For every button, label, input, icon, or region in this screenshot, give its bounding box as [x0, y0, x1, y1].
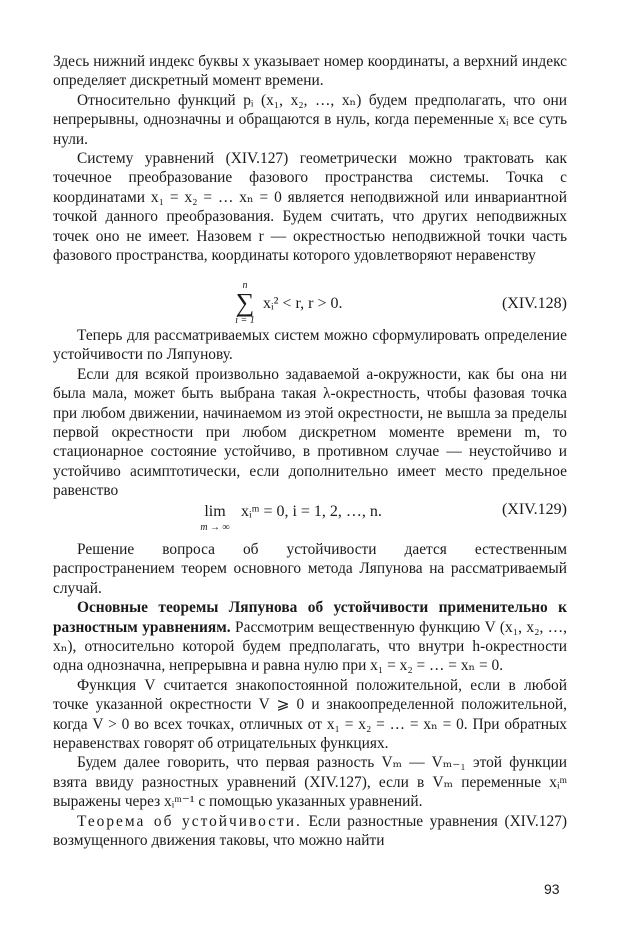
page-number: 93 — [544, 881, 560, 897]
paragraph-main-theorems — [53, 598, 567, 676]
sum-lower-limit: i = 1 — [235, 315, 255, 326]
eq129-expression: xᵢᵐ = 0, i = 1, 2, …, n. — [241, 503, 382, 520]
eq128-number: (XIV.128) — [501, 295, 567, 312]
paragraph-functions-p: Относительно функций pᵢ (x₁, x₂, …, xₙ) будем предполагать, что они непрерывны, однозначны и обращаются в нуль, когда переменные xᵢ все суть нули. — [53, 91, 567, 148]
text-block-top — [53, 52, 567, 265]
sigma-icon: ∑ — [235, 288, 255, 317]
paragraph-solution: Решение вопроса об устойчивости дается естественным распространением теорем основного метода Ляпунова на рассматриваемый случай. — [53, 541, 567, 597]
section-heading: Основные теоремы Ляпунова об устойчивости применительно к разностным уравнениям. — [53, 599, 567, 636]
summation-symbol — [233, 280, 257, 326]
paragraph-point-transform: Систему уравнений (XIV.127) геометрически можно трактовать как точечное преобразование фазового пространства системы. Точка с координатами x₁ = x₂ = … xₙ = 0 является неподвижной или инвариантной точкой данного преобразования. Будем считать, что других неподвижных точек оно не имеет. Назовем r — окрестностью неподвижной точки часть фазового пространства, координаты которого удовлетворяют неравенству — [53, 150, 567, 265]
paragraph-sign-definite: Функция V считается знакопостоянной положительной, если в любой точке указанной окрестности V ⩾ 0 и знакоопределенной положительной, когда V > 0 во всех точках, отличных от x₁ = x₂ = … = xₙ = 0. При обратных неравенствах говорят об отрицательных функциях. — [53, 676, 567, 753]
text-block-bottom — [53, 540, 567, 851]
paragraph-index-note: Здесь нижний индекс буквы x указывает номер координаты, а верхний индекс определяет дискретный момент времени. — [53, 53, 567, 90]
paragraph-lyapunov-definition: Если для всякой произвольно задаваемой a-окружности, как бы она ни была мала, может быть выбрана такая λ-окрестность, чтобы фазовая точка при любом движении, начинаемом из этой окрестности, не вышла за пределы первой окрестности при любом дискретном моменте времени m, то стационарное состояние устойчиво, в противном случае — неустойчиво и устойчиво асимптотически, если дополнительно имеет место предельное равенство — [53, 365, 567, 500]
lim-word: lim — [204, 503, 226, 520]
paragraph-first-difference: Будем далее говорить, что первая разность Vₘ — Vₘ₋₁ этой функции взята ввиду разностных уравнений (XIV.127), если в Vₘ переменные xᵢᵐ выражены через xᵢᵐ⁻¹ с помощью указанных уравнений. — [53, 754, 567, 811]
eq128-expression: xᵢ² < r, r > 0. — [263, 295, 343, 312]
paragraph-definition-intro: Теперь для рассматриваемых систем можно сформулировать определение устойчивости по Ляпунову. — [53, 327, 567, 364]
theorem-title: Теорема об устойчивости. — [77, 812, 302, 830]
sum-upper-limit: n — [242, 280, 248, 291]
lim-subscript: m → ∞ — [200, 522, 230, 533]
text-block-middle — [53, 326, 567, 501]
eq129-number: (XIV.129) — [501, 501, 567, 518]
limit-symbol — [193, 502, 237, 533]
paragraph-stability-theorem — [53, 812, 567, 851]
main-theorems-body: Рассмотрим вещественную функцию V (x₁, x₂, …, xₙ), относительно которой будем предполагать, что внутри h-окрестности одна однозначна, непрерывна и равна нулю при x₁ = x₂ = … = xₙ = 0. — [53, 618, 568, 675]
equation-xiv-128 — [53, 272, 567, 332]
theorem-body: Если разностные уравнения (XIV.127) возмущенного движения таковы, что можно найти — [53, 812, 567, 850]
